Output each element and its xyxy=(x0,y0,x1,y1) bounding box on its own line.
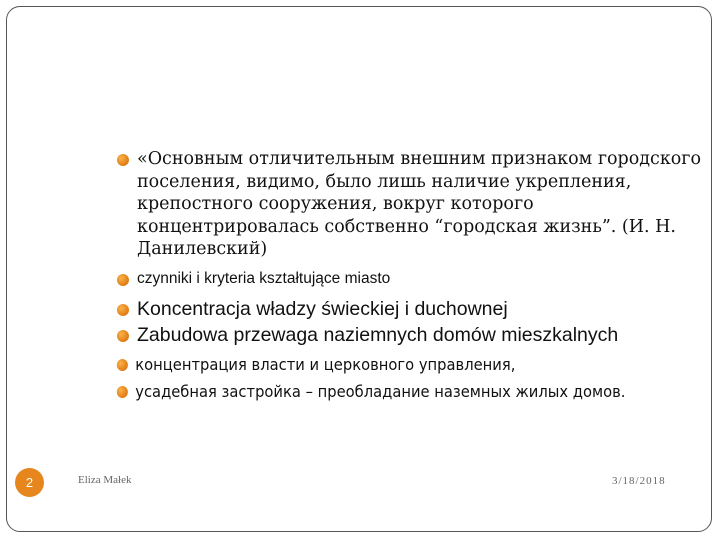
footer-author: Eliza Małek xyxy=(78,474,132,486)
bullet-dot-icon xyxy=(117,154,129,166)
bullet-item-criteria xyxy=(115,269,715,289)
bullet-list xyxy=(115,148,715,403)
bullet-text: усадебная застройка – преобладание наземных жилых домов. xyxy=(135,381,626,401)
bullet-dot-icon xyxy=(117,386,128,398)
bullet-text: Zabudowa przewaga naziemnych domów mieszkalnych xyxy=(137,323,619,346)
bullet-text: «Основным отличительным внешним признаком городского поселения, видимо, было лишь наличие укрепления, крепостного сооружения, вокруг которого концентрировалась собственно “городская жизнь”. (И. Н. Данилевский) xyxy=(137,149,702,259)
bullet-text: концентрация власти и церковного управления, xyxy=(135,354,516,374)
bullet-dot-icon xyxy=(117,359,128,371)
slide-number: 2 xyxy=(25,475,34,490)
bullet-text: czynniki i kryteria kształtujące miasto xyxy=(137,269,391,287)
bullet-item-buildings xyxy=(115,324,715,347)
footer-date: 3/18/2018 xyxy=(612,475,666,487)
bullet-dot-icon xyxy=(117,330,129,342)
bullet-item-power-ru xyxy=(115,354,667,376)
slide-number-badge xyxy=(15,468,44,497)
bullet-item-buildings-ru xyxy=(115,381,667,403)
bullet-dot-icon xyxy=(117,274,129,286)
bullet-text: Koncentracja władzy świeckiej i duchownej xyxy=(137,297,508,320)
bullet-item-quote xyxy=(115,148,715,261)
bullet-item-concentration xyxy=(115,298,715,321)
bullet-dot-icon xyxy=(117,304,129,316)
